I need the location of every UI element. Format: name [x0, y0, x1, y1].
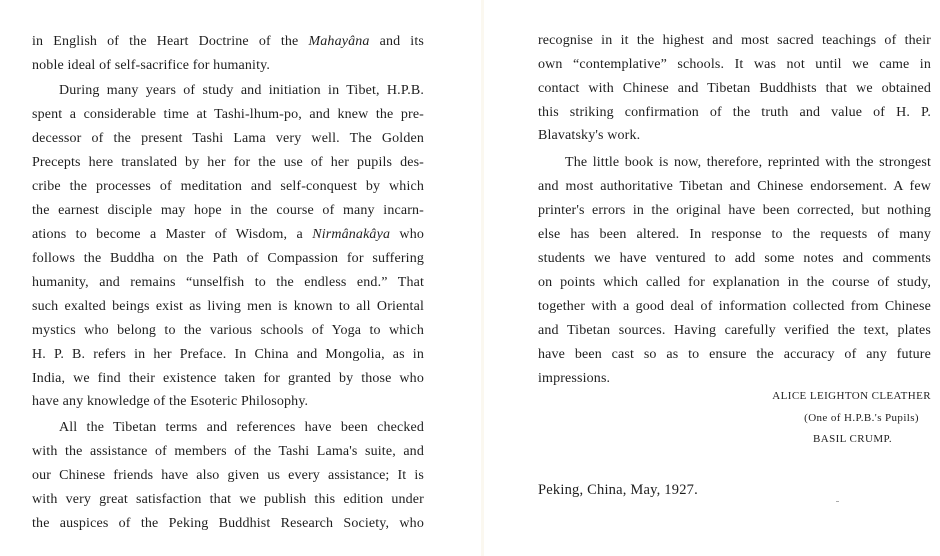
text-line: printer's errors in the original have been corrected, but nothing — [538, 203, 931, 218]
text-line: the auspices of the Peking Buddhist Research Society, who — [32, 516, 424, 531]
text-line: and most authoritative Tibetan and Chinese endorsement. A few — [538, 179, 931, 194]
text-line: with the assistance of members of the Tashi Lama's suite, and — [32, 444, 424, 459]
italic-term: Nirmânakâya — [312, 227, 391, 242]
paper-speck — [836, 501, 839, 502]
text-line: our Chinese friends have also given us every assistance; It is — [32, 468, 424, 483]
text-line: Precepts here translated by her for the use of her pupils des- — [32, 155, 424, 170]
text-line: humanity, and remains “unselfish to the endless end.” That — [32, 275, 424, 290]
text-line: Blavatsky's work. — [538, 128, 641, 143]
text-line: and Tibetan sources. Having carefully verified the text, plates — [538, 323, 931, 338]
paragraph-start-line: All the Tibetan terms and references have been checked — [59, 420, 424, 435]
text-line: with very great satisfaction that we publish this edition under — [32, 492, 424, 507]
text-line: cribe the processes of meditation and self-conquest by which — [32, 179, 424, 194]
text-line: noble ideal of self-sacrifice for humanity. — [32, 58, 271, 73]
paragraph-start-line: The little book is now, therefore, reprinted with the strongest — [565, 155, 931, 170]
text-line: decessor of the present Tashi Lama very well. The Golden — [32, 131, 424, 146]
signature-name-crump: BASIL CRUMP. — [813, 433, 892, 445]
text-line: contact with Chinese and Tibetan Buddhists that we obtained — [538, 81, 931, 96]
paragraph-start-line: During many years of study and initiation in Tibet, H.P.B. — [59, 83, 424, 98]
text-line: have been cast so as to ensure the accuracy of any future — [538, 347, 931, 362]
text-line: recognise in it the highest and most sacred teachings of their — [538, 33, 931, 48]
text-line: the earnest disciple may hope in the course of many incarn- — [32, 203, 424, 218]
text-line: this striking confirmation of the truth and value of H. P. — [538, 105, 931, 120]
signature-name-cleather: ALICE LEIGHTON CLEATHER — [772, 390, 931, 402]
text-line: impressions. — [538, 371, 611, 386]
text-line: else has been altered. In response to the requests of many — [538, 227, 931, 242]
text-line: own “contemplative” schools. It was not until we came in — [538, 57, 931, 72]
text-line: together with a good deal of information collected from Chinese — [538, 299, 931, 314]
text-line: ations to become a Master of Wisdom, a Nirmânakâya who — [32, 227, 424, 242]
text-line: follows the Buddha on the Path of Compassion for suffering — [32, 251, 424, 266]
text-line: spent a considerable time at Tashi-lhum-po, and knew the pre- — [32, 107, 424, 122]
text-line: such exalted beings exist as living men is known to all Oriental — [32, 299, 424, 314]
text-line: in English of the Heart Doctrine of the Mahayâna and its — [32, 34, 424, 49]
text-line: have any knowledge of the Esoteric Philosophy. — [32, 394, 309, 409]
text-line: mystics who belong to the various schools of Yoga to which — [32, 323, 424, 338]
text-line: on points which called for explanation in the course of study, — [538, 275, 931, 290]
italic-term: Mahayâna — [308, 34, 370, 49]
signature-note: (One of H.P.B.'s Pupils) — [804, 412, 919, 424]
text-line: India, we find their existence taken for granted by those who — [32, 371, 424, 386]
page-gutter — [481, 0, 484, 556]
text-line: students we have ventured to add some notes and comments — [538, 251, 931, 266]
text-line: H. P. B. refers in her Preface. In China and Mongolia, as in — [32, 347, 424, 362]
place-and-date: Peking, China, May, 1927. — [538, 482, 698, 498]
